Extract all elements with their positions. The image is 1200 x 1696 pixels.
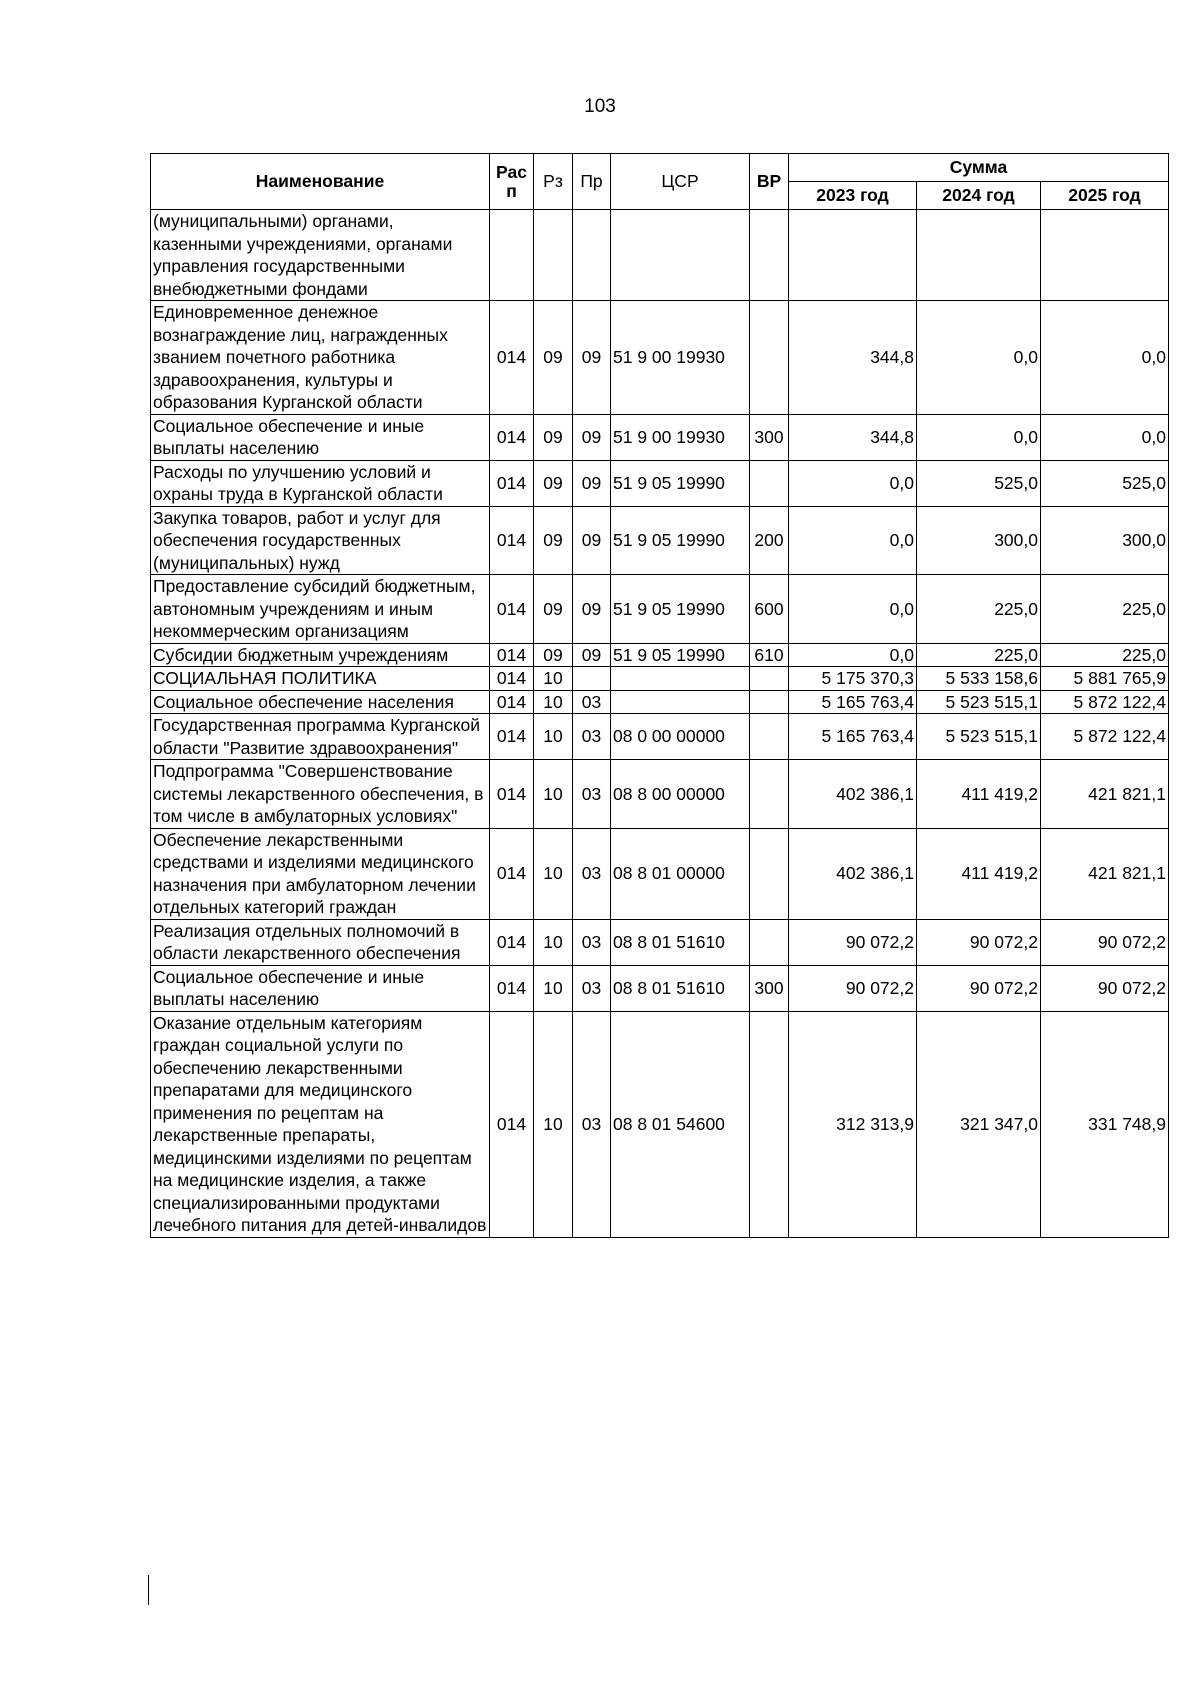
cell-y2023: 0,0	[789, 643, 917, 667]
cell-name: Обеспечение лекарственными средствами и изделиями медицинского назначения при амбулаторном лечении отдельных категорий граждан	[151, 828, 490, 919]
cell-pr: 03	[573, 1011, 611, 1237]
cell-y2023: 312 313,9	[789, 1011, 917, 1237]
cell-y2025: 225,0	[1041, 575, 1169, 644]
cell-name: Социальное обеспечение населения	[151, 690, 490, 714]
cell-y2023: 0,0	[789, 506, 917, 575]
cell-pr: 09	[573, 414, 611, 460]
cell-rz: 09	[534, 414, 573, 460]
header-rasp: Рас п	[490, 154, 534, 210]
cell-csr: 51 9 05 19990	[611, 460, 750, 506]
cell-rz: 09	[534, 301, 573, 415]
cell-vr: 600	[750, 575, 789, 644]
cell-csr	[611, 667, 750, 691]
cell-y2023: 402 386,1	[789, 828, 917, 919]
table-row	[151, 414, 1169, 460]
cell-rasp: 014	[490, 1011, 534, 1237]
cell-vr	[750, 301, 789, 415]
table-row	[151, 575, 1169, 644]
cell-pr: 03	[573, 919, 611, 965]
cell-pr	[573, 667, 611, 691]
page-number: 103	[584, 96, 616, 117]
cell-vr	[750, 460, 789, 506]
cell-name: Единовременное денежное вознаграждение лиц, награжденных званием почетного работника здравоохранения, культуры и образования Курганской области	[151, 301, 490, 415]
table-row	[151, 965, 1169, 1011]
cell-y2025: 421 821,1	[1041, 828, 1169, 919]
cell-pr	[573, 210, 611, 301]
table-row	[151, 210, 1169, 301]
cell-name: Социальное обеспечение и иные выплаты населению	[151, 414, 490, 460]
cell-y2023: 402 386,1	[789, 760, 917, 829]
cell-rz: 09	[534, 575, 573, 644]
cell-y2023: 344,8	[789, 301, 917, 415]
cell-rz: 09	[534, 460, 573, 506]
cell-rz	[534, 210, 573, 301]
cell-name: Закупка товаров, работ и услуг для обеспечения государственных (муниципальных) нужд	[151, 506, 490, 575]
cell-rz: 09	[534, 643, 573, 667]
table-row	[151, 714, 1169, 760]
header-name: Наименование	[151, 154, 490, 210]
cell-rz: 10	[534, 667, 573, 691]
header-year-2023: 2023 год	[789, 182, 917, 210]
cell-name: Оказание отдельным категориям граждан социальной услуги по обеспечению лекарственными препаратами для медицинского применения по рецептам на лекарственные препараты, медицинскими изделиями по рецептам на медицинские изделия, а также специализированными продуктами лечебного питания для детей-инвалидов	[151, 1011, 490, 1237]
cell-csr: 08 8 01 51610	[611, 919, 750, 965]
cell-pr: 03	[573, 760, 611, 829]
header-pr: Пр	[573, 154, 611, 210]
cell-rasp: 014	[490, 506, 534, 575]
cell-pr: 09	[573, 643, 611, 667]
cell-pr: 09	[573, 506, 611, 575]
cell-name: СОЦИАЛЬНАЯ ПОЛИТИКА	[151, 667, 490, 691]
table-row	[151, 506, 1169, 575]
cell-y2025: 421 821,1	[1041, 760, 1169, 829]
cell-y2023: 344,8	[789, 414, 917, 460]
cell-vr	[750, 667, 789, 691]
cell-y2024: 90 072,2	[917, 919, 1041, 965]
cell-name: Реализация отдельных полномочий в области лекарственного обеспечения	[151, 919, 490, 965]
cell-y2024: 225,0	[917, 643, 1041, 667]
cell-rz: 10	[534, 828, 573, 919]
cell-rasp: 014	[490, 690, 534, 714]
table-row	[151, 690, 1169, 714]
cell-pr: 03	[573, 965, 611, 1011]
cell-vr: 610	[750, 643, 789, 667]
table-body	[151, 210, 1169, 1238]
cell-vr	[750, 210, 789, 301]
cell-rasp: 014	[490, 414, 534, 460]
cell-name: Предоставление субсидий бюджетным, автономным учреждениям и иным некоммерческим организациям	[151, 575, 490, 644]
cell-rasp: 014	[490, 575, 534, 644]
cell-y2023: 5 165 763,4	[789, 714, 917, 760]
cell-csr: 51 9 00 19930	[611, 414, 750, 460]
cell-rz: 09	[534, 506, 573, 575]
cell-csr: 08 8 01 51610	[611, 965, 750, 1011]
header-year-2025: 2025 год	[1041, 182, 1169, 210]
table-row	[151, 760, 1169, 829]
cell-name: Субсидии бюджетным учреждениям	[151, 643, 490, 667]
cell-vr	[750, 714, 789, 760]
cell-rasp: 014	[490, 667, 534, 691]
cell-name: (муниципальными) органами, казенными учреждениями, органами управления государственными внебюджетными фондами	[151, 210, 490, 301]
cell-y2025: 225,0	[1041, 643, 1169, 667]
header-sum: Сумма	[789, 154, 1169, 182]
cell-rz: 10	[534, 1011, 573, 1237]
table-row	[151, 828, 1169, 919]
budget-table	[150, 153, 1169, 1238]
cell-y2024: 5 523 515,1	[917, 690, 1041, 714]
cell-pr: 03	[573, 714, 611, 760]
cell-csr: 51 9 05 19990	[611, 506, 750, 575]
cell-pr: 09	[573, 575, 611, 644]
cell-rz: 10	[534, 919, 573, 965]
cell-vr: 300	[750, 414, 789, 460]
cell-rz: 10	[534, 690, 573, 714]
cell-y2025: 525,0	[1041, 460, 1169, 506]
cell-y2024: 0,0	[917, 301, 1041, 415]
cell-vr	[750, 760, 789, 829]
header-csr: ЦСР	[611, 154, 750, 210]
cell-y2024: 321 347,0	[917, 1011, 1041, 1237]
cell-y2024: 90 072,2	[917, 965, 1041, 1011]
cell-y2023	[789, 210, 917, 301]
cell-rasp: 014	[490, 760, 534, 829]
cell-pr: 09	[573, 301, 611, 415]
cell-rasp: 014	[490, 828, 534, 919]
cell-y2024: 225,0	[917, 575, 1041, 644]
cell-rz: 10	[534, 760, 573, 829]
cell-rasp	[490, 210, 534, 301]
cell-y2024: 5 533 158,6	[917, 667, 1041, 691]
cell-y2025: 331 748,9	[1041, 1011, 1169, 1237]
cell-vr	[750, 690, 789, 714]
cell-y2025	[1041, 210, 1169, 301]
cell-y2024: 5 523 515,1	[917, 714, 1041, 760]
cell-rz: 10	[534, 965, 573, 1011]
cell-y2023: 0,0	[789, 460, 917, 506]
cell-y2024	[917, 210, 1041, 301]
cell-vr	[750, 919, 789, 965]
cell-csr	[611, 690, 750, 714]
cell-y2024: 0,0	[917, 414, 1041, 460]
cell-name: Подпрограмма "Совершенствование системы лекарственного обеспечения, в том числе в амбулаторных условиях"	[151, 760, 490, 829]
cell-rz: 10	[534, 714, 573, 760]
cell-name: Государственная программа Курганской области "Развитие здравоохранения"	[151, 714, 490, 760]
cell-csr: 51 9 05 19990	[611, 575, 750, 644]
header-rz: Рз	[534, 154, 573, 210]
cell-y2023: 5 175 370,3	[789, 667, 917, 691]
cell-rasp: 014	[490, 965, 534, 1011]
cell-y2024: 300,0	[917, 506, 1041, 575]
cell-y2023: 5 165 763,4	[789, 690, 917, 714]
cell-y2024: 525,0	[917, 460, 1041, 506]
cell-vr	[750, 828, 789, 919]
cell-rasp: 014	[490, 301, 534, 415]
cell-pr: 03	[573, 690, 611, 714]
table-row	[151, 1011, 1169, 1237]
table-row	[151, 643, 1169, 667]
table-row	[151, 919, 1169, 965]
cell-vr: 300	[750, 965, 789, 1011]
cell-rasp: 014	[490, 460, 534, 506]
cell-y2025: 90 072,2	[1041, 919, 1169, 965]
cell-y2025: 300,0	[1041, 506, 1169, 575]
cell-csr: 51 9 00 19930	[611, 301, 750, 415]
header-vr: ВР	[750, 154, 789, 210]
cell-rasp: 014	[490, 714, 534, 760]
cell-csr: 08 0 00 00000	[611, 714, 750, 760]
cell-vr: 200	[750, 506, 789, 575]
cell-csr: 08 8 00 00000	[611, 760, 750, 829]
scan-mark	[148, 1575, 149, 1605]
cell-y2025: 5 872 122,4	[1041, 690, 1169, 714]
cell-y2023: 0,0	[789, 575, 917, 644]
cell-y2023: 90 072,2	[789, 965, 917, 1011]
cell-y2024: 411 419,2	[917, 828, 1041, 919]
cell-csr: 08 8 01 00000	[611, 828, 750, 919]
cell-y2023: 90 072,2	[789, 919, 917, 965]
cell-csr: 08 8 01 54600	[611, 1011, 750, 1237]
cell-vr	[750, 1011, 789, 1237]
cell-y2025: 5 872 122,4	[1041, 714, 1169, 760]
table-row	[151, 460, 1169, 506]
cell-rasp: 014	[490, 643, 534, 667]
table-row	[151, 301, 1169, 415]
cell-y2025: 90 072,2	[1041, 965, 1169, 1011]
cell-y2024: 411 419,2	[917, 760, 1041, 829]
cell-y2025: 0,0	[1041, 414, 1169, 460]
cell-name: Расходы по улучшению условий и охраны труда в Курганской области	[151, 460, 490, 506]
cell-rasp: 014	[490, 919, 534, 965]
cell-csr	[611, 210, 750, 301]
cell-pr: 03	[573, 828, 611, 919]
cell-y2025: 5 881 765,9	[1041, 667, 1169, 691]
cell-pr: 09	[573, 460, 611, 506]
table-row	[151, 667, 1169, 691]
cell-csr: 51 9 05 19990	[611, 643, 750, 667]
cell-y2025: 0,0	[1041, 301, 1169, 415]
cell-name: Социальное обеспечение и иные выплаты населению	[151, 965, 490, 1011]
header-year-2024: 2024 год	[917, 182, 1041, 210]
